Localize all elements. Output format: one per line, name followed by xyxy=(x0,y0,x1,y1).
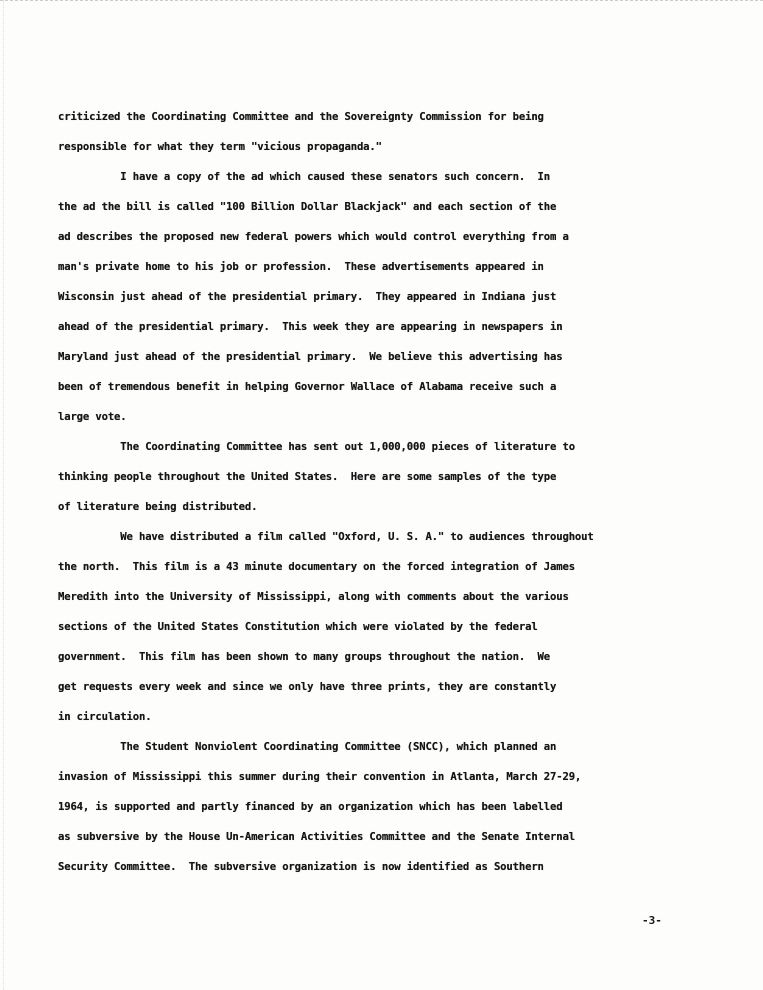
paragraph-sncc: The Student Nonviolent Coordinating Committee (SNCC), which planned an invasion of Mississippi this summer during their convention in Atlanta, March 27-29, 1964, is supported and partly financed by an organization which has been labelled as subversive by the House Un-American Activities Committee and the Senate Internal Security Committee. The subversive organization is now identified as Southern xyxy=(58,741,582,873)
paragraph-literature: The Coordinating Committee has sent out 1,000,000 pieces of literature to thinking people throughout the United States. Here are some samples of the type of literature being distributed. xyxy=(58,441,575,513)
scan-top-edge xyxy=(0,0,763,7)
page-number: -3- xyxy=(642,914,662,927)
paragraph-continuation: criticized the Coordinating Committee and the Sovereignty Commission for being responsible for what they term "vicious propaganda." xyxy=(58,111,544,153)
paragraph-film: We have distributed a film called "Oxford, U. S. A." to audiences throughout the north. This film is a 43 minute documentary on the forced integration of James Meredith into the University of Mississippi, along with comments about the various sections of the United States Constitution which were violated by the federal government. This film has been shown to many groups throughout the nation. We get requests every week and since we only have three prints, they are constantly in circulation. xyxy=(58,531,594,723)
document-body xyxy=(58,102,708,882)
scan-left-edge xyxy=(3,0,4,990)
paragraph-advertisement: I have a copy of the ad which caused these senators such concern. In the ad the bill is called "100 Billion Dollar Blackjack" and each section of the ad describes the proposed new federal powers which would control everything from a man's private home to his job or profession. These advertisements appeared in Wisconsin just ahead of the presidential primary. They appeared in Indiana just ahead of the presidential primary. This week they are appearing in newspapers in Maryland just ahead of the presidential primary. We believe this advertising has been of tremendous benefit in helping Governor Wallace of Alabama receive such a large vote. xyxy=(58,171,569,423)
